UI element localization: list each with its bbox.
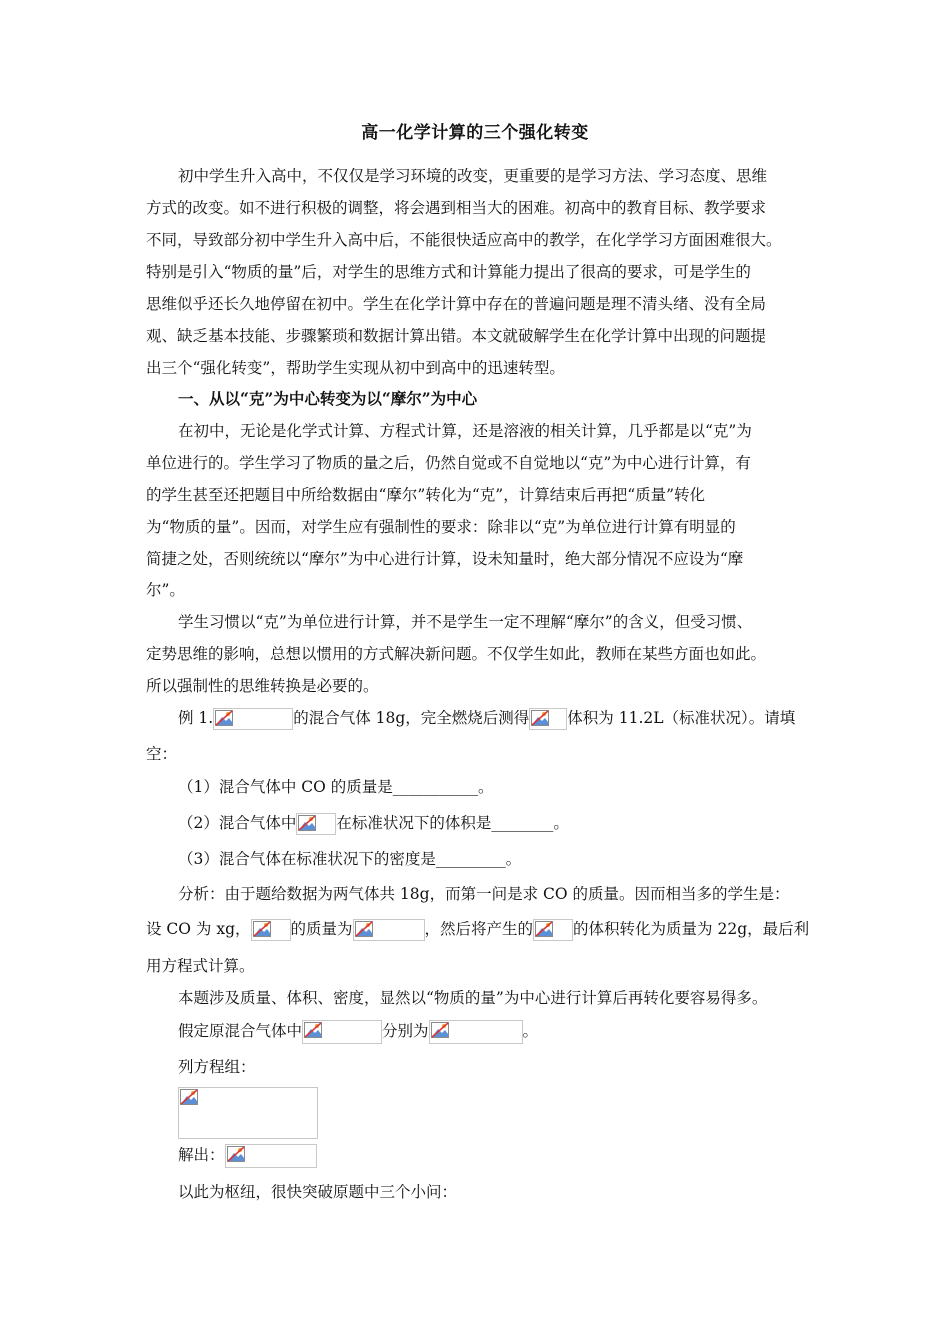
analysis-text: 设 CO 为 xg， (146, 920, 251, 938)
analysis-line: 分析：由于题给数据为两气体共 18g，而第一问是求 CO 的质量。因而相当多的学生是： (178, 885, 790, 903)
intro-line: 不同，导致部分初中学生升入高中后，不能很快适应高中的教学，在化学学习方面困难很大。 (146, 231, 782, 249)
formula-image (533, 919, 573, 941)
formula-image (429, 1020, 523, 1044)
formula-image (296, 813, 336, 835)
paragraph-line: 简捷之处，否则统统以“摩尔”为中心进行计算，设未知量时，绝大部分情况不应设为“摩 (146, 550, 744, 568)
broken-image-icon (531, 710, 549, 726)
formula-image (213, 708, 293, 730)
assume-text: 假定原混合气体中 (178, 1022, 303, 1040)
broken-image-icon (298, 815, 316, 831)
paragraph-line: 尔”。 (146, 581, 185, 599)
section-heading: 一、从以“克”为中心转变为以“摩尔”为中心 (178, 389, 478, 408)
question-2-text: （2）混合气体中 (178, 814, 297, 832)
broken-image-icon (227, 1146, 245, 1162)
solve-label: 解出： (178, 1146, 225, 1164)
intro-line: 思维似乎还长久地停留在初中。学生在化学计算中存在的普遍问题是理不清头绪、没有全局 (146, 295, 767, 313)
example-text: 体积为 11.2L（标准状况）。请填 (567, 709, 796, 727)
broken-image-icon (431, 1022, 449, 1038)
assume-text: 。 (522, 1022, 539, 1040)
equation-system-image (178, 1087, 318, 1139)
question-3: （3）混合气体在标准状况下的密度是_________。 (178, 850, 522, 868)
example-line: 空： (146, 745, 178, 763)
analysis-text: 的质量为 (290, 920, 353, 938)
intro-line: 初中学生升入高中，不仅仅是学习环境的改变，更重要的是学习方法、学习态度、思维 (178, 167, 768, 185)
formula-image (302, 1020, 382, 1044)
analysis-text: 的体积转化为质量为 22g，最后利 (573, 920, 810, 938)
intro-line: 方式的改变。如不进行积极的调整，将会遇到相当大的困难。初高中的教育目标、教学要求 (146, 199, 767, 217)
paragraph-line: 为“物质的量”。因而，对学生应有强制性的要求：除非以“克”为单位进行计算有明显的 (146, 518, 736, 536)
document-title: 高一化学计算的三个强化转变 (361, 123, 589, 143)
intro-line: 出三个“强化转变”，帮助学生实现从初中到高中的迅速转型。 (146, 359, 565, 377)
assume-text: 分别为 (382, 1022, 429, 1040)
formula-image (529, 708, 567, 730)
broken-image-icon (253, 921, 271, 937)
formula-image (251, 919, 291, 941)
example-label: 例 1. (178, 709, 214, 727)
intro-line: 观、缺乏基本技能、步骤繁琐和数据计算出错。本文就破解学生在化学计算中出现的问题提 (146, 327, 767, 345)
paragraph-line: 单位进行的。学生学习了物质的量之后，仍然自觉或不自觉地以“克”为中心进行计算，有 (146, 454, 751, 472)
example-text: 的混合气体 18g，完全燃烧后测得 (293, 709, 530, 727)
equations-label: 列方程组： (178, 1058, 256, 1076)
analysis-line: 用方程式计算。 (146, 957, 255, 975)
closing-line: 以此为枢纽，很快突破原题中三个小问： (178, 1183, 458, 1201)
assume-line (178, 1020, 538, 1044)
intro-line: 特别是引入“物质的量”后，对学生的思维方式和计算能力提出了很高的要求，可是学生的 (146, 263, 751, 281)
analysis-text: ，然后将产生的 (424, 920, 534, 938)
question-2 (178, 813, 569, 835)
question-2-text: 在标准状况下的体积是________。 (336, 814, 569, 832)
example-line (178, 708, 795, 730)
question-1: （1）混合气体中 CO 的质量是___________。 (178, 778, 494, 796)
paragraph-line: 定势思维的影响，总想以惯用的方式解决新问题。不仅学生如此，教师在某些方面也如此。 (146, 645, 767, 663)
formula-image (225, 1144, 317, 1168)
formula-image (353, 919, 425, 941)
broken-image-icon (355, 921, 373, 937)
broken-image-icon (180, 1089, 198, 1105)
paragraph-line: 所以强制性的思维转换是必要的。 (146, 677, 379, 695)
broken-image-icon (304, 1022, 322, 1038)
paragraph-line: 在初中，无论是化学式计算、方程式计算，还是溶液的相关计算，几乎都是以“克”为 (178, 422, 752, 440)
paragraph-line: 学生习惯以“克”为单位进行计算，并不是学生一定不理解“摩尔”的含义，但受习惯、 (178, 613, 753, 631)
paragraph-line: 本题涉及质量、体积、密度，显然以“物质的量”为中心进行计算后再转化要容易得多。 (178, 989, 768, 1007)
analysis-line (146, 919, 809, 941)
broken-image-icon (535, 921, 553, 937)
paragraph-line: 的学生甚至还把题目中所给数据由“摩尔”转化为“克”，计算结束后再把“质量”转化 (146, 486, 706, 504)
solve-line (178, 1144, 317, 1168)
broken-image-icon (215, 710, 233, 726)
